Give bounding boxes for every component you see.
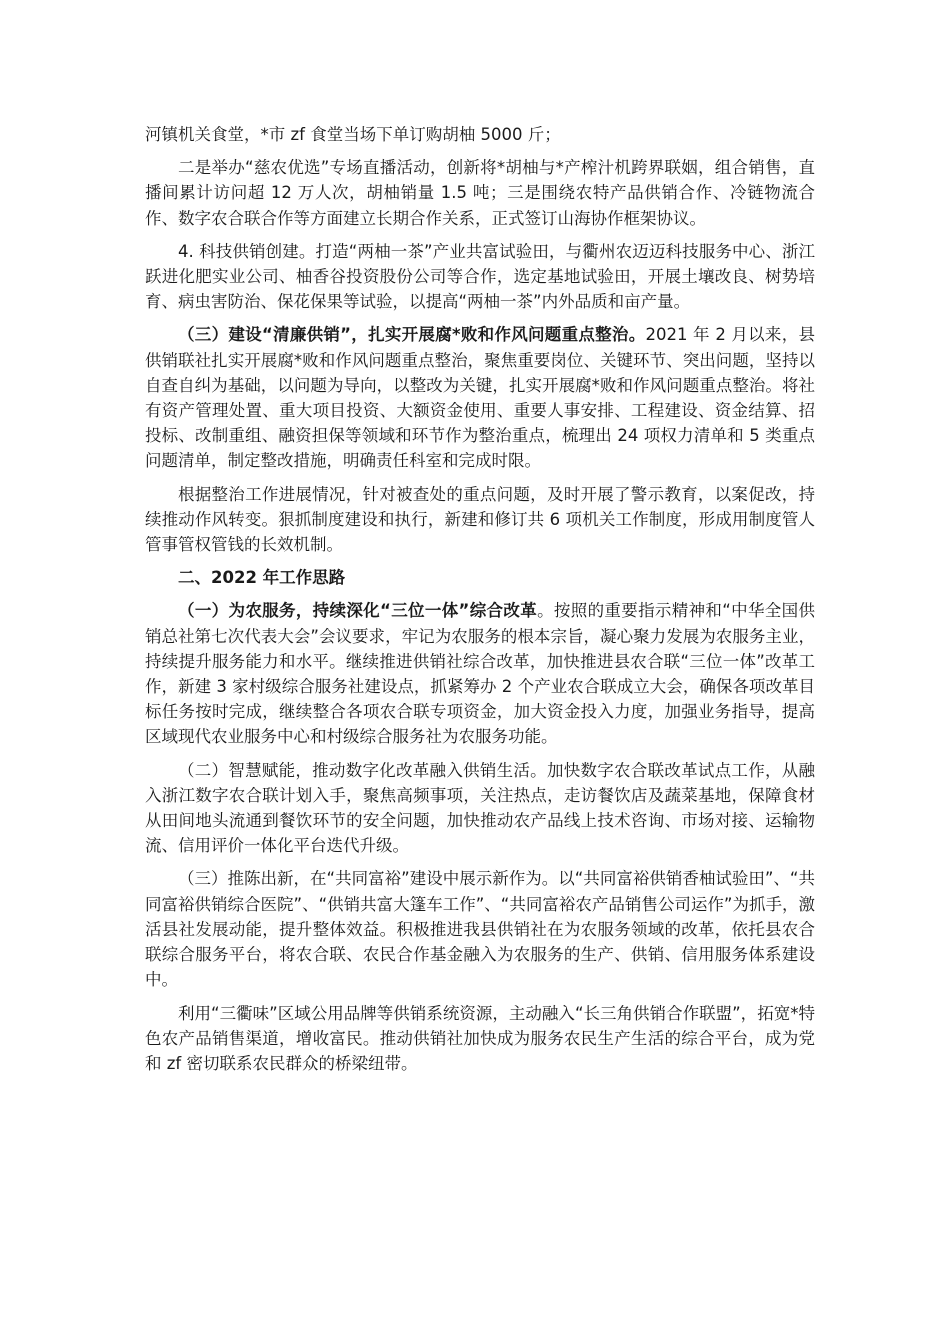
paragraph-brand: 利用“三衢味”区域公用品牌等供销系统资源，主动融入“长三角供销合作联盟”，拓宽*特色农产品销售渠道，增收富民。推动供销社加快成为服务农民生产生活的综合平台，成为党和 zf 密切联系农民群众的桥梁纽带。 [145,1003,815,1073]
paragraph-tech-supply: 4. 科技供销创建。打造“两柚一茶”产业共富试验田，与衢州农迈迈科技服务中心、浙江跃进化肥实业公司、柚香谷投资股份公司等合作，选定基地试验田，开展土壤改良、树势培育、病虫害防治、保花保果等试验，以提高“两柚一茶”内外品质和亩产量。 [145,241,815,312]
paragraph-warning-education: 根据整治工作进展情况，针对被查处的重点问题，及时开展了警示教育，以案促改，持续推动作风转变。狠抓制度建设和执行，新建和修订共 6 项机关工作制度，形成用制度管人管事管权管钱的长效机制。 [145,484,815,555]
paragraph-serve-farmers [145,598,815,749]
paragraph-clean-supply [145,322,815,473]
paragraph-livestream: 二是举办“慈农优选”专场直播活动，创新将*胡柚与*产榨汁机跨界联姻，组合销售，直播间累计访问超 12 万人次，胡柚销量 1.5 吨；三是围绕农特产品供销合作、冷链物流合作、数字农合联合作等方面建立长期合作关系，正式签订山海协作框架协议。 [145,158,815,228]
paragraph-digital: （二）智慧赋能，推动数字化改革融入供销生活。加快数字农合联改革试点工作，从融入浙江数字农合联计划入手，聚焦高频事项，关注热点，走访餐饮店及蔬菜基地，保障食材从田间地头流通到餐饮环节的安全问题，加快推动农产品线上技术咨询、市场对接、运输物流、信用评价一体化平台迭代升级。 [145,760,815,856]
subheading-serve-farmers: （一）为农服务，持续深化“三位一体”综合改革 [178,601,538,621]
section-heading-2022-plan: 二、2022 年工作思路 [178,568,346,588]
document-body [145,122,815,1084]
section-heading-clean-supply: （三）建设“清廉供销”，扎实开展腐*败和作风问题重点整治。 [178,325,646,345]
paragraph-serve-farmers-text: 。按照的重要指示精神和“中华全国供销总社第七次代表大会”会议要求，牢记为农服务的根本宗旨，凝心聚力发展为农服务主业，持续提升服务能力和水平。继续推进供销社综合改革，加快推进县农合联“三位一体”改革工作，新建 3 家村级综合服务社建设点，抓紧筹办 2 个产业农合联成立大会，确保各项改革目标任务按时完成，继续整合各项农合联专项资金，加大资金投入力度，加强业务指导，提高区域现代农业服务中心和村级综合服务社为农服务功能。 [145,601,815,747]
paragraph-clean-supply-text: 2021 年 2 月以来，县供销联社扎实开展腐*败和作风问题重点整治，聚焦重要岗位、关键环节、突出问题，坚持以自查自纠为基础，以问题为导向，以整改为关键，扎实开展腐*败和作风问题重点整治。将社有资产管理处置、重大项目投资、大额资金使用、重要人事安排、工程建设、资金结算、招投标、改制重组、融资担保等领域和环节作为整治重点，梳理出 24 项权力清单和 5 类重点问题清单，制定整改措施，明确责任科室和完成时限。 [145,325,815,471]
paragraph-common-prosperity: （三）推陈出新，在“共同富裕”建设中展示新作为。以“共同富裕供销香柚试验田”、“共同富裕供销综合医院”、“供销共富大篷车工作”、“共同富裕农产品销售公司运作”为抓手，激活县社发展动能，提升整体效益。积极推进我县供销社在为农服务领域的改革，依托县农合联综合服务平台，将农合联、农民合作基金融入为农服务的生产、供销、信用服务体系建设中。 [145,869,815,990]
paragraph-continuation: 河镇机关食堂，*市 zf 食堂当场下单订购胡柚 5000 斤； [145,125,561,144]
